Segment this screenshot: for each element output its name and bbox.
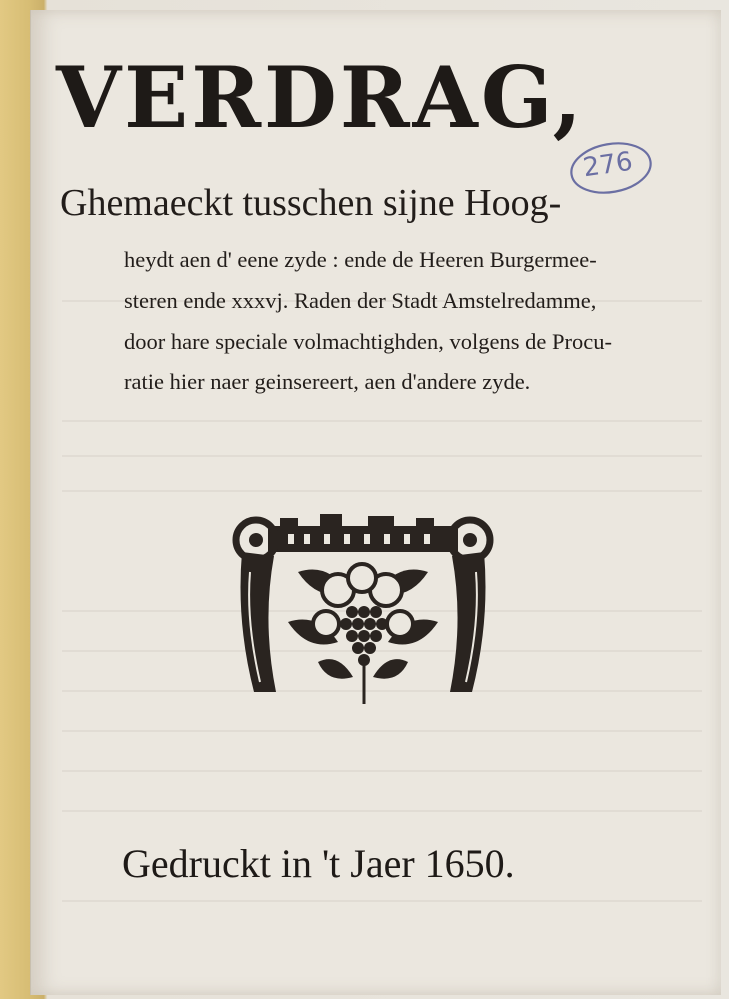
subtitle-line-1: Ghemaeckt tusschen sijne Hoog- (60, 182, 562, 224)
bleed-through-line (62, 810, 702, 812)
bleed-through-line (62, 900, 702, 902)
subtitle-line-5: ratie hier naer geinsereert, aen d'andere zyde. (124, 369, 531, 394)
subtitle-line-2: heydt aen d' eene zyde : ende de Heeren Burgermee- (124, 247, 597, 272)
stamp-number: 276 (581, 146, 635, 184)
subtitle-line-3: steren ende xxxvj. Raden der Stadt Amstelredamme, (124, 288, 597, 313)
page-title: VERDRAG, (56, 48, 585, 147)
bleed-through-line (62, 420, 702, 422)
imprint-line: Gedruckt in 't Jaer 1650. (122, 841, 515, 886)
subtitle-line-4: door hare speciale volmachtighden, volgens de Procu- (124, 329, 612, 354)
bleed-through-line (62, 770, 702, 772)
archive-stamp (565, 138, 657, 198)
bleed-through-line (62, 490, 702, 492)
bleed-through-line (62, 455, 702, 457)
bleed-through-line (62, 730, 702, 732)
fruit-garland-woodcut-icon (228, 512, 498, 712)
